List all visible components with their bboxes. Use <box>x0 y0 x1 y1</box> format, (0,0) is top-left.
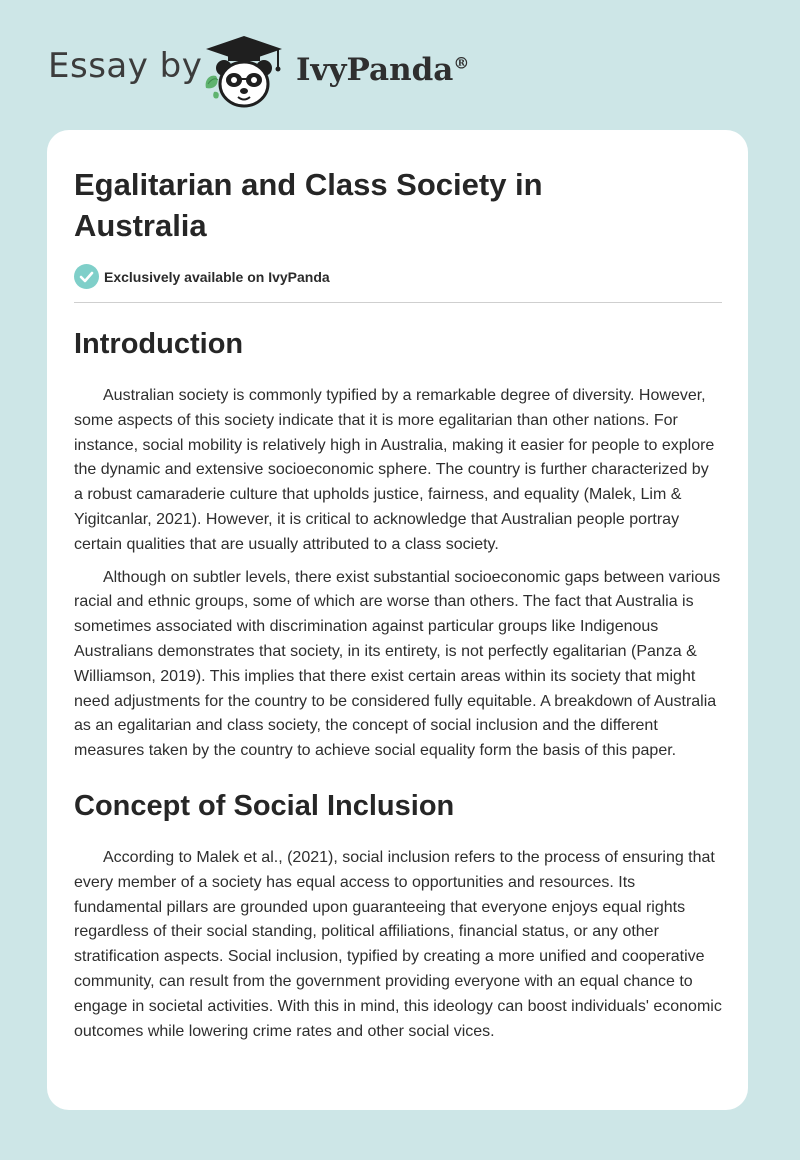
section-heading-social-inclusion: Concept of Social Inclusion <box>74 789 455 822</box>
panda-logo-icon[interactable] <box>202 34 286 110</box>
page-title: Egalitarian and Class Society in Australia <box>74 167 543 243</box>
essay-content <box>74 326 722 1052</box>
section-heading-introduction: Introduction <box>74 328 244 360</box>
registered-mark: ® <box>453 53 470 73</box>
badge-label: Exclusively available on IvyPanda <box>104 269 330 285</box>
site-header <box>0 0 800 120</box>
check-circle-icon <box>74 264 99 289</box>
brand-name[interactable] <box>296 52 469 88</box>
paragraph: According to Malek et al., (2021), social inclusion refers to the process of ensuring that every member of a society has equal access to opportunities and resources. Its fundamental pillars are grounded upon guaranteeing that everyone enjoys equal rights regardless of their social standing, political affiliations, financial status, or any other stratification aspects. Social inclusion, typified by creating a more unified and cooperative community, can result from the government providing everyone with an equal chance to engage in societal activities. With this in mind, this ideology can boost individuals' economic outcomes while lowering crime rates and other social vices. <box>74 848 722 1040</box>
divider <box>74 302 722 303</box>
paragraph: Although on subtler levels, there exist substantial socioeconomic gaps between various racial and ethnic groups, some of which are worse than others. The fact that Australia is sometimes associated with discrimination against particular groups like Indigenous Australians demonstrates that society, in its entirety, is not perfectly egalitarian (Panza & Williamson, 2019). This implies that there exist certain areas within its society that might need adjustments for the country to be considered fully equitable. A breakdown of Australia as an egalitarian and class society, the concept of social inclusion and the different measures taken by the country to achieve social equality form the basis of this paper. <box>74 568 721 760</box>
brand-text: IvyPanda <box>296 52 454 88</box>
essay-card <box>47 130 748 1110</box>
paragraph: Australian society is commonly typified by a remarkable degree of diversity. However, some aspects of this society indicate that it is more egalitarian than other nations. For instance, social mobility is relatively high in Australia, making it easier for people to explore the dynamic and extensive socioeconomic sphere. The country is further characterized by a robust camaraderie culture that upholds justice, fairness, and equality (Malek, Lim & Yigitcanlar, 2021). However, it is critical to acknowledge that Australian people portray certain qualities that are usually attributed to a class society. <box>74 387 715 553</box>
essay-by-label: Essay by <box>48 46 203 86</box>
